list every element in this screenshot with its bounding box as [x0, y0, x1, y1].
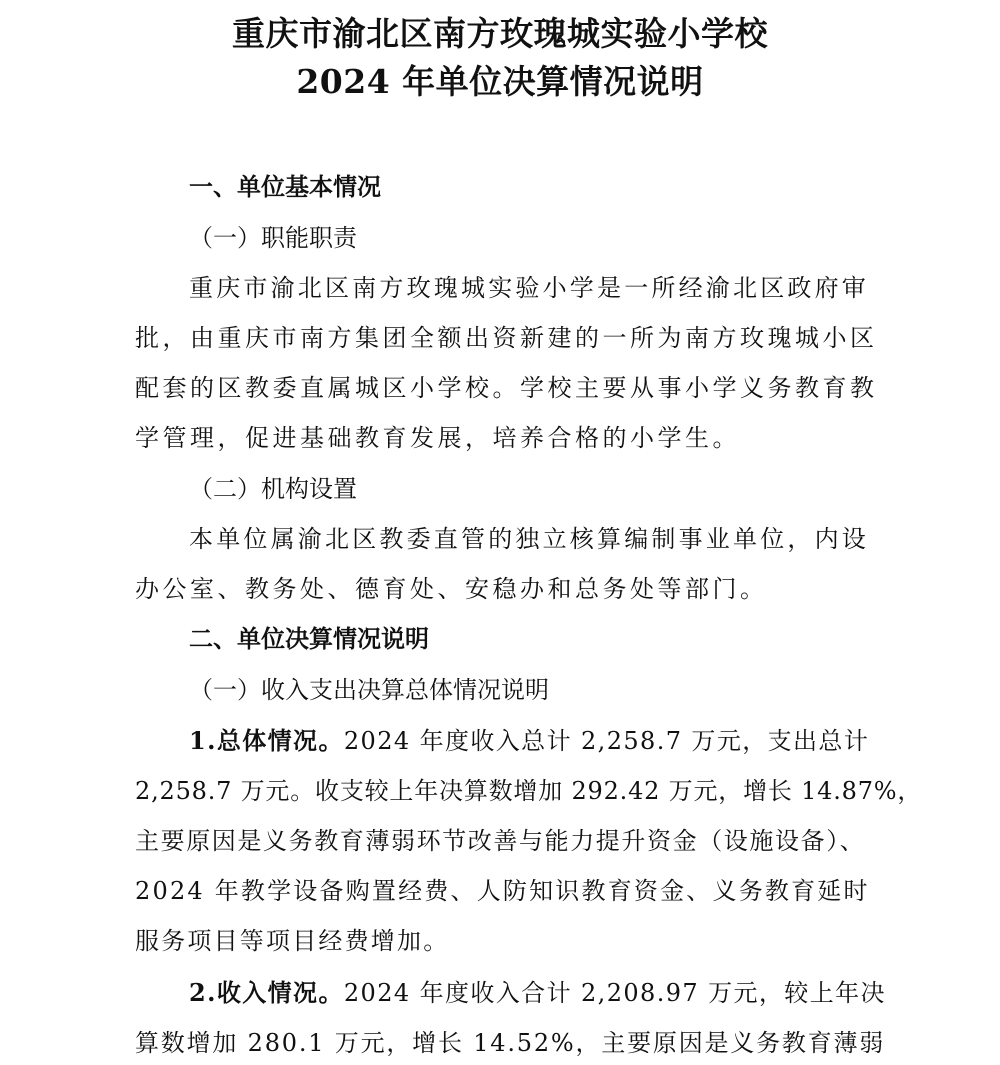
- paragraph-line: 重庆市渝北区南方玫瑰城实验小学是一所经渝北区政府审: [189, 274, 869, 302]
- paragraph-lead: 2.收入情况。: [189, 978, 344, 1007]
- paragraph-line: [189, 976, 886, 1010]
- paragraph-line: 批，由重庆市南方集团全额出资新建的一所为南方玫瑰城小区: [135, 324, 878, 352]
- section-2-heading: 二、单位决算情况说明: [189, 624, 429, 653]
- paragraph-line: 算数增加 280.1 万元，增长 14.52%，主要原因是义务教育薄弱: [135, 1029, 886, 1057]
- paragraph-text: 2024 年度收入总计 2,258.7 万元，支出总计: [343, 727, 870, 755]
- paragraph-line: 2024 年教学设备购置经费、人防知识教育资金、义务教育延时: [135, 877, 870, 905]
- paragraph-line: 学管理，促进基础教育发展，培养合格的小学生。: [135, 424, 740, 452]
- paragraph-line: 服务项目等项目经费增加。: [135, 927, 450, 955]
- section-1-heading: 一、单位基本情况: [189, 172, 381, 201]
- paragraph-line: 主要原因是义务教育薄弱环节改善与能力提升资金（设施设备）、: [135, 827, 866, 855]
- document-title-line-2: 2024 年单位决算情况说明: [296, 62, 704, 101]
- paragraph-line: [189, 724, 875, 758]
- paragraph-line: 本单位属渝北区教委直管的独立核算编制事业单位，内设: [189, 525, 869, 553]
- subsection-2-1-heading: （一）收入支出决算总体情况说明: [189, 676, 549, 704]
- paragraph-line: 办公室、教务处、德育处、安稳办和总务处等部门。: [135, 575, 768, 603]
- paragraph-lead: 1.总体情况。: [189, 726, 344, 755]
- paragraph-text: 2024 年度收入合计 2,208.97 万元，较上年决: [343, 979, 886, 1007]
- paragraph-line: 配套的区教委直属城区小学校。学校主要从事小学义务教育教: [135, 374, 878, 402]
- document-title-line-1: 重庆市渝北区南方玫瑰城实验小学校: [232, 14, 768, 53]
- subsection-1-1-heading: （一）职能职责: [189, 224, 357, 252]
- subsection-1-2-heading: （二）机构设置: [189, 475, 357, 503]
- paragraph-line: 2,258.7 万元。收支较上年决算数增加 292.42 万元，增长 14.87%，: [135, 777, 923, 805]
